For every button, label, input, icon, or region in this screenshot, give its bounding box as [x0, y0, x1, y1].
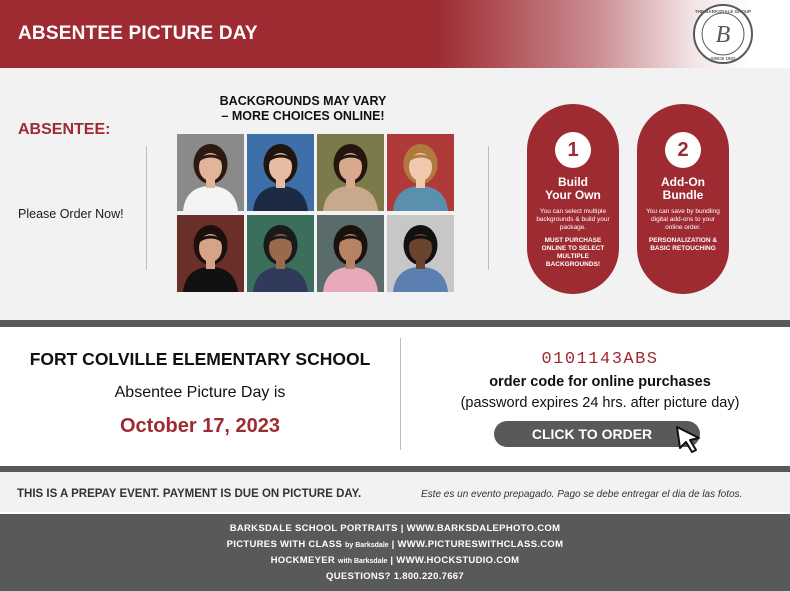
- absentee-subtext: Please Order Now!: [18, 207, 124, 221]
- footer-link-hockstudio[interactable]: WWW.HOCKSTUDIO.COM: [396, 555, 520, 566]
- footer-brand: BARKSDALE SCHOOL PORTRAITS: [229, 523, 398, 534]
- option-title-line1: Build: [558, 175, 588, 189]
- footer-line-hockmeyer: HOCKMEYER with Barksdale | WWW.HOCKSTUDIO.COM: [270, 555, 520, 566]
- sample-photo: [177, 134, 244, 211]
- divider-right: [488, 146, 489, 270]
- footer-brand-by: with Barksdale: [338, 558, 388, 565]
- student-portrait-image: [247, 134, 314, 211]
- option-title-line2: Bundle: [662, 188, 704, 202]
- student-portrait-image: [247, 215, 314, 292]
- option-build-your-own: [527, 104, 619, 294]
- sample-photo: [317, 134, 384, 211]
- sample-photo: [317, 215, 384, 292]
- option-number-badge: 2: [665, 132, 701, 168]
- footer-brand-by: by Barksdale: [345, 542, 389, 549]
- school-name: FORT COLVILLE ELEMENTARY SCHOOL: [29, 349, 371, 369]
- option-title-line2: Your Own: [545, 188, 601, 202]
- option-title: [637, 176, 729, 202]
- option-number-badge: 1: [555, 132, 591, 168]
- option-title: [527, 176, 619, 202]
- barksdale-seal-logo: [688, 3, 758, 65]
- backgrounds-title: [176, 94, 430, 124]
- student-portrait-image: [387, 215, 454, 292]
- order-code-label: order code for online purchases: [489, 374, 711, 390]
- picture-day-intro: Absentee Picture Day is: [114, 384, 286, 401]
- password-note: (password expires 24 hrs. after picture day): [460, 395, 740, 411]
- prepay-notice-spanish: Este es un evento prepagado. Pago se debe entregar el dia de las fotos.: [421, 489, 743, 500]
- prepay-notice-english: THIS IS A PREPAY EVENT. PAYMENT IS DUE ON PICTURE DAY.: [17, 488, 362, 500]
- seal-top-text: THE BARKSDALE GROUP: [694, 9, 752, 14]
- student-portrait-image: [387, 134, 454, 211]
- page-title: ABSENTEE PICTURE DAY: [18, 23, 258, 44]
- student-portrait-image: [177, 215, 244, 292]
- footer-line-pictures-with-class: PICTURES WITH CLASS by Barksdale | WWW.PICTURESWITHCLASS.COM: [226, 539, 564, 550]
- footer-link-barksdale[interactable]: WWW.BARKSDALEPHOTO.COM: [406, 523, 561, 534]
- option-note: PERSONALIZATION & BASIC RETOUCHING: [648, 237, 718, 252]
- footer-brand: HOCKMEYER: [270, 555, 336, 566]
- footer: [0, 514, 790, 591]
- footer-questions-phone: QUESTIONS? 1.800.220.7667: [326, 571, 464, 582]
- sample-photo: [247, 134, 314, 211]
- option-title-line1: Add-On: [661, 175, 705, 189]
- option-add-on-bundle: [637, 104, 729, 294]
- sample-photo: [387, 215, 454, 292]
- cursor-arrow-icon: [674, 424, 704, 454]
- option-description: You can select multiple backgrounds & build your package.: [536, 208, 610, 231]
- seal-monogram: B: [715, 22, 731, 48]
- header-banner: [0, 0, 790, 68]
- order-code: 0101143ABS: [541, 350, 659, 369]
- divider-left: [146, 146, 147, 270]
- divider-center: [400, 338, 401, 450]
- sample-photo: [247, 215, 314, 292]
- footer-link-pictures-with-class[interactable]: WWW.PICTURESWITHCLASS.COM: [397, 539, 564, 550]
- sample-photo-grid: [177, 134, 455, 294]
- sample-photo: [177, 215, 244, 292]
- absentee-heading: ABSENTEE:: [18, 121, 111, 138]
- click-to-order-button[interactable]: CLICK TO ORDER: [494, 421, 700, 447]
- backgrounds-title-line1: BACKGROUNDS MAY VARY: [219, 94, 387, 108]
- divider-band-top: [0, 320, 790, 327]
- footer-line-barksdale: BARKSDALE SCHOOL PORTRAITS | WWW.BARKSDALEPHOTO.COM: [229, 523, 561, 534]
- sample-photo: [387, 134, 454, 211]
- option-description: You can save by bundling digital add-ons to your online order.: [646, 208, 720, 231]
- option-note: MUST PURCHASE ONLINE TO SELECT MULTIPLE BACKGROUNDS!: [541, 237, 605, 268]
- student-portrait-image: [177, 134, 244, 211]
- footer-brand: PICTURES WITH CLASS: [226, 539, 343, 550]
- picture-day-date: October 17, 2023: [119, 415, 281, 437]
- student-portrait-image: [317, 134, 384, 211]
- seal-bottom-text: SINCE 1922: [710, 56, 736, 61]
- student-portrait-image: [317, 215, 384, 292]
- backgrounds-title-line2: – MORE CHOICES ONLINE!: [221, 109, 385, 123]
